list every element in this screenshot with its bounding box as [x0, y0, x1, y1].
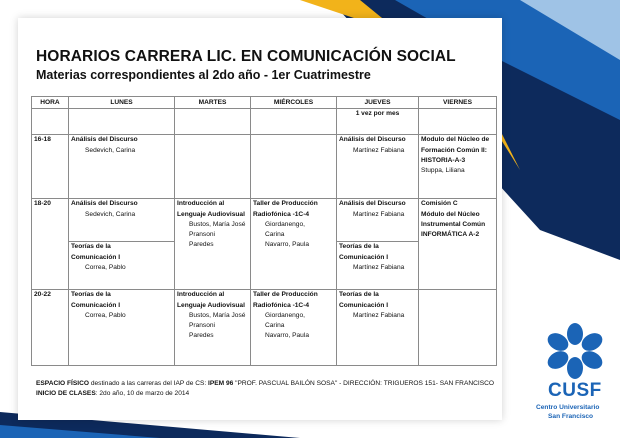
- subject-label: Comunicación I: [71, 301, 121, 309]
- table-row-20-22: [32, 290, 497, 366]
- cell-18-martes: [175, 199, 251, 290]
- note-text: 1 vez por mes: [355, 110, 400, 118]
- hora-cell: 18-20: [32, 199, 69, 290]
- subject-label: Comisión C: [421, 200, 458, 208]
- header-viernes: VIERNES: [419, 97, 497, 109]
- cell-20-jueves: [337, 290, 419, 366]
- teacher-label: Bustos, María José: [189, 220, 246, 228]
- cell-16-lunes: [69, 135, 175, 199]
- teacher-label: Correa, Pablo: [85, 311, 126, 319]
- teacher-label: Carina: [265, 231, 285, 239]
- espacio-label: ESPACIO FÍSICO: [36, 380, 90, 387]
- flower-logo-icon: [530, 320, 620, 380]
- cell-16-jueves: [337, 135, 419, 199]
- header-miercoles: MIÉRCOLES: [251, 97, 337, 109]
- table-row-18-20: [32, 199, 497, 290]
- teacher-label: Giordanengo,: [265, 220, 305, 228]
- teacher-label: Pransoni: [189, 231, 216, 239]
- subject-label: Teorías de la: [339, 243, 379, 251]
- teacher-label: Bustos, María José: [189, 311, 246, 319]
- page-subtitle: Materias correspondientes al 2do año - 1er Cuatrimestre: [36, 68, 371, 82]
- espacio-rest: "PROF. PASCUAL BAILÓN SOSA" - DIRECCIÓN: TRIGUEROS 151- SAN FRANCISCO: [233, 380, 494, 387]
- subject-label: Comunicación I: [339, 253, 389, 261]
- teacher-label: Martínez Fabiana: [353, 210, 405, 218]
- subject-label: Taller de Producción: [253, 200, 318, 208]
- subject-label: Análisis del Discurso: [71, 136, 138, 144]
- subject-label: Taller de Producción: [253, 291, 318, 299]
- espacio-line: [36, 379, 494, 389]
- table-row-note: [32, 109, 497, 135]
- ipem-label: IPEM 96: [208, 380, 234, 387]
- subject-label: Introducción al: [177, 291, 225, 299]
- teacher-label: Paredes: [189, 332, 214, 340]
- table-row-16-18: [32, 135, 497, 199]
- subject-label: Lenguaje Audiovisual: [177, 301, 245, 309]
- subject-label: HISTORIA-A-3: [421, 156, 466, 164]
- subject-label: Análisis del Discurso: [339, 136, 406, 144]
- subject-label: Modulo del Núcleo de: [421, 136, 490, 144]
- teacher-label: Correa, Pablo: [85, 263, 126, 271]
- header-jueves: JUEVES: [337, 97, 419, 109]
- header-hora: HORA: [32, 97, 69, 109]
- cell-20-miercoles: [251, 290, 337, 366]
- logo-line1: Centro Universitario: [536, 404, 600, 411]
- subject-label: Módulo del Núcleo: [421, 210, 480, 218]
- cell-18-lunes: [69, 199, 175, 290]
- inicio-text: : 2do año, 10 de marzo de 2014: [95, 389, 190, 397]
- teacher-label: Sedevich, Carina: [85, 146, 136, 154]
- hora-cell: 16-18: [32, 135, 69, 199]
- cell-20-lunes: [69, 290, 175, 366]
- logo-line2: San Francisco: [548, 413, 594, 420]
- teacher-label: Pransoni: [189, 322, 216, 330]
- teacher-label: Navarro, Paula: [265, 332, 309, 340]
- subject-label: Análisis del Discurso: [71, 200, 138, 208]
- subject-label: Radiofónica -1C-4: [253, 301, 310, 309]
- teacher-label: Stuppa, Liliana: [421, 167, 465, 175]
- teacher-label: Martínez Fabiana: [353, 311, 405, 319]
- cell-18-viernes: [419, 199, 497, 290]
- subject-label: INFORMÁTICA A-2: [421, 231, 480, 239]
- cell-18-jueves: [337, 199, 419, 290]
- teacher-label: Martínez Fabiana: [353, 263, 405, 271]
- table-header-row: [32, 97, 497, 109]
- footer-info: [36, 379, 494, 398]
- header-lunes: LUNES: [69, 97, 175, 109]
- teacher-label: Navarro, Paula: [265, 241, 309, 249]
- inicio-label: INICIO DE CLASES: [36, 389, 96, 397]
- schedule-table: [31, 96, 497, 366]
- espacio-text: destinado a las carreras del IAP de CS:: [89, 380, 209, 387]
- cusf-logo: [530, 320, 620, 438]
- teacher-label: Giordanengo,: [265, 311, 305, 319]
- subject-label: Teorías de la: [339, 291, 379, 299]
- teacher-label: Paredes: [189, 241, 214, 249]
- cell-18-miercoles: [251, 199, 337, 290]
- subject-label: Comunicación I: [339, 301, 389, 309]
- subject-label: Introducción al: [177, 200, 225, 208]
- teacher-label: Martínez Fabiana: [353, 146, 405, 154]
- subject-label: Formación Común II:: [421, 146, 487, 154]
- teacher-label: Carina: [265, 322, 285, 330]
- subject-label: Lenguaje Audiovisual: [177, 210, 245, 218]
- subject-label: Instrumental Común: [421, 220, 486, 228]
- logo-name: CUSF: [548, 380, 602, 401]
- cell-16-viernes: [419, 135, 497, 199]
- cell-20-martes: [175, 290, 251, 366]
- subject-label: Comunicación I: [71, 253, 121, 261]
- subject-label: Teorías de la: [71, 291, 111, 299]
- note-cell-jueves: [337, 109, 419, 135]
- header-martes: MARTES: [175, 97, 251, 109]
- page-title: HORARIOS CARRERA LIC. EN COMUNICACIÓN SOCIAL: [36, 48, 456, 65]
- hora-cell: 20-22: [32, 290, 69, 366]
- subject-label: Radiofónica -1C-4: [253, 210, 310, 218]
- subject-label: Análisis del Discurso: [339, 200, 406, 208]
- inicio-line: [36, 389, 494, 399]
- teacher-label: Sedevich, Carina: [85, 210, 136, 218]
- subject-label: Teorías de la: [71, 243, 111, 251]
